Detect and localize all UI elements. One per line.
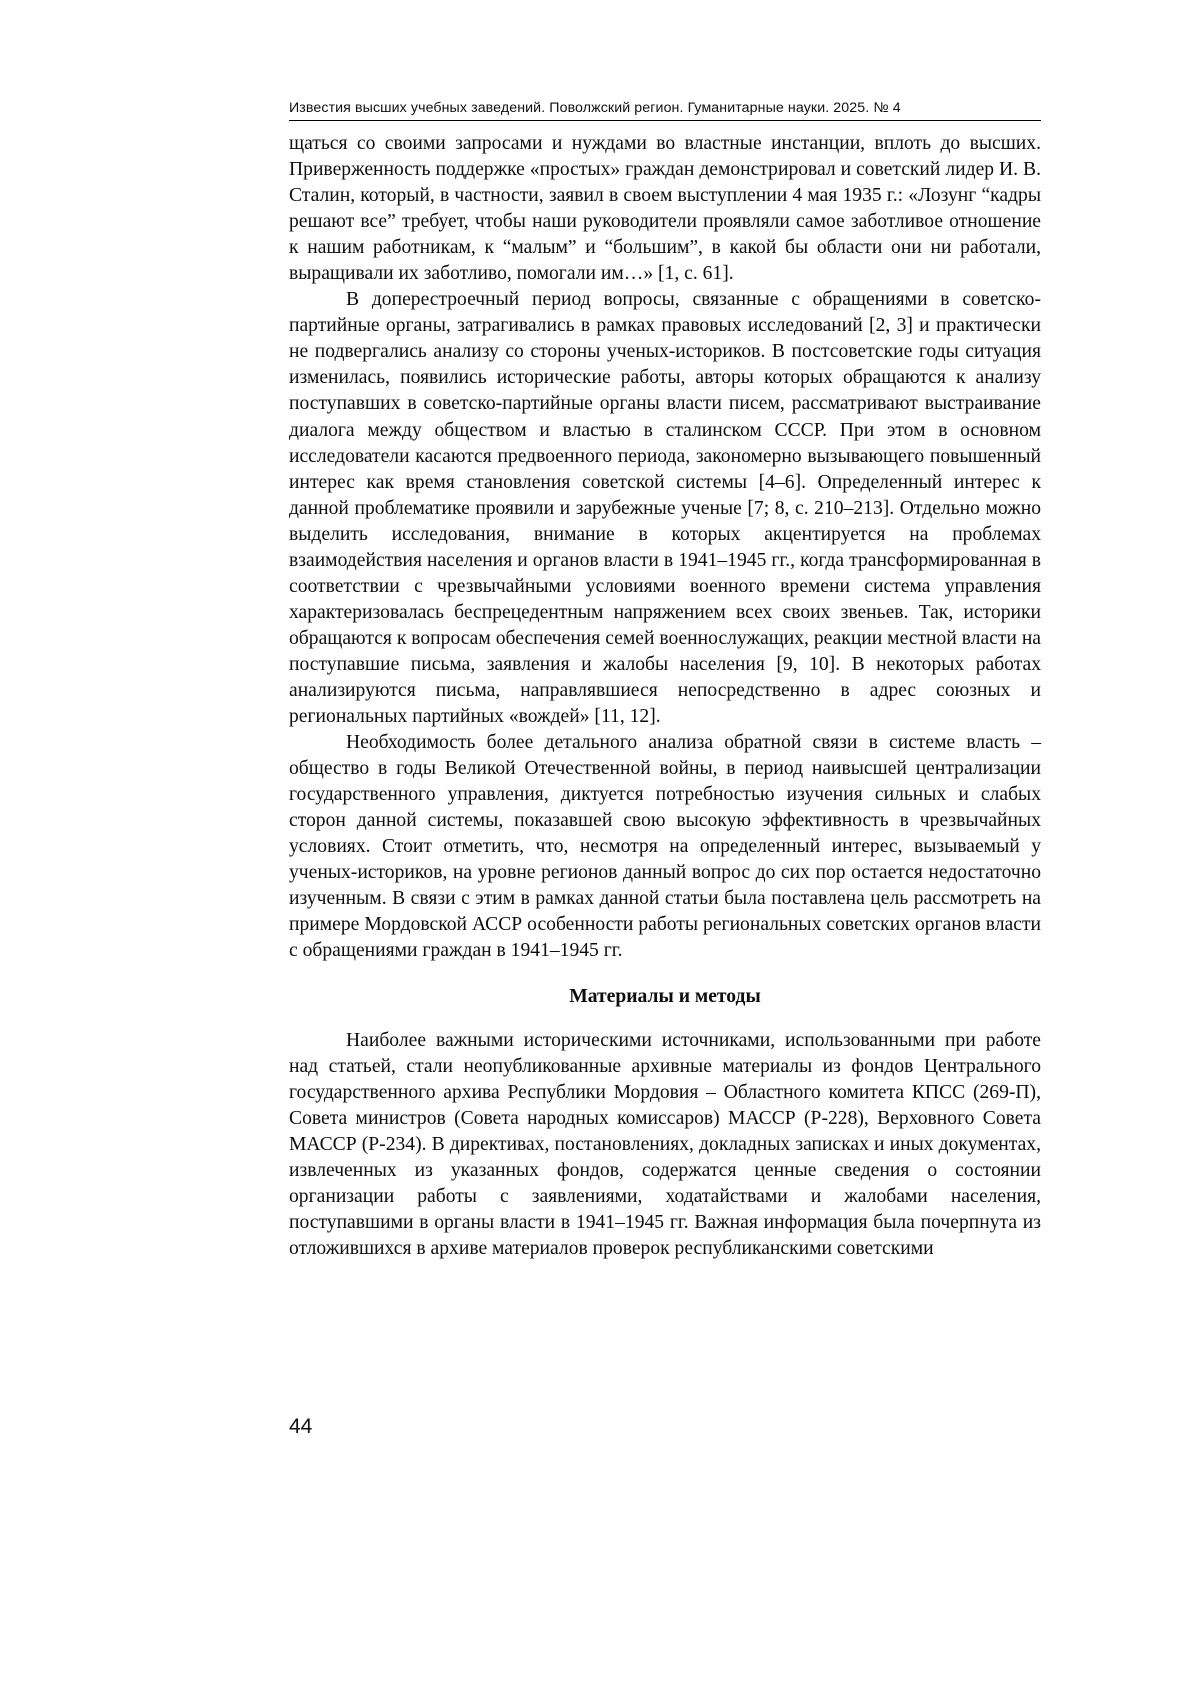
journal-page bbox=[289, 100, 1041, 1262]
section-heading-materials-methods: Материалы и методы bbox=[569, 985, 761, 1007]
paragraph-sources: Наиболее важными историческими источниками, использованными при работе над статьей, стали неопубликованные архивные материалы из фондов Центрального государственного архива Республики Мордовия – Областного комитета КПСС (269-П), Совета министров (Совета народных комиссаров) МАССР (Р-228), Верховного Совета МАССР (Р-234). В директивах, постановлениях, докладных записках и иных документах, извлеченных из указанных фондов, содержатся ценные сведения о состоянии организации работы с заявлениями, ходатайствами и жалобами населения, поступавшими в органы власти в 1941–1945 гг. Важная информация была почерпнута из отложившихся в архиве материалов проверок республиканскими советскими bbox=[289, 1029, 1041, 1259]
paragraph-literature-review: В доперестроечный период вопросы, связанные с обращениями в советско-партийные органы, затрагивались в рамках правовых исследований [2, 3] и практически не подвергались анализу со стороны ученых-историков. В постсоветские годы ситуация изменилась, появились исторические работы, авторы которых обращаются к анализу поступавших в советско-партийные органы власти писем, рассматривают выстраивание диалога между обществом и властью в сталинском СССР. При этом в основном исследователи касаются предвоенного периода, закономерно вызывающего повышенный интерес как время становления советской системы [4–6]. Определенный интерес к данной проблематике проявили и зарубежные ученые [7; 8, с. 210–213]. Отдельно можно выделить исследования, внимание в которых акцентируется на проблемах взаимодействия населения и органов власти в 1941–1945 гг., когда трансформированная в соответствии с чрезвычайными условиями военного времени система управления характеризовалась беспрецедентным напряжением всех своих звеньев. Так, историки обращаются к вопросам обеспечения семей военнослужащих, реакции местной власти на поступавшие письма, заявления и жалобы населения [9, 10]. В некоторых работах анализируются письма, направлявшиеся непосредственно в адрес союзных и региональных партийных «вождей» [11, 12]. bbox=[289, 289, 1041, 728]
paragraph-continuation: щаться со своими запросами и нуждами во властные инстанции, вплоть до высших. Приверженность поддержке «простых» граждан демонстрировал и советский лидер И. В. Сталин, который, в частности, заявил в своем выступлении 4 мая 1935 г.: «Лозунг “кадры решают все” требует, чтобы наши руководители проявляли самое заботливое отношение к нашим работникам, к “малым” и “большим”, в какой бы области они ни работали, выращивали их заботливо, помогали им…» [1, с. 61]. bbox=[289, 133, 1041, 285]
running-header: Известия высших учебных заведений. Поволжский регион. Гуманитарные науки. 2025. № 4 bbox=[289, 100, 1041, 121]
article-body bbox=[289, 131, 1041, 1262]
paragraph-research-aim: Необходимость более детального анализа обратной связи в системе власть – общество в годы Великой Отечественной войны, в период наивысшей централизации государственного управления, диктуется потребностью изучения сильных и слабых сторон данной системы, показавшей свою высокую эффективность в чрезвычайных условиях. Стоит отметить, что, несмотря на определенный интерес, вызываемый у ученых-историков, на уровне регионов данный вопрос до сих пор остается недостаточно изученным. В связи с этим в рамках данной статьи была поставлена цель рассмотреть на примере Мордовской АССР особенности работы региональных советских органов власти с обращениями граждан в 1941–1945 гг. bbox=[289, 732, 1041, 962]
page-number: 44 bbox=[289, 1415, 313, 1438]
